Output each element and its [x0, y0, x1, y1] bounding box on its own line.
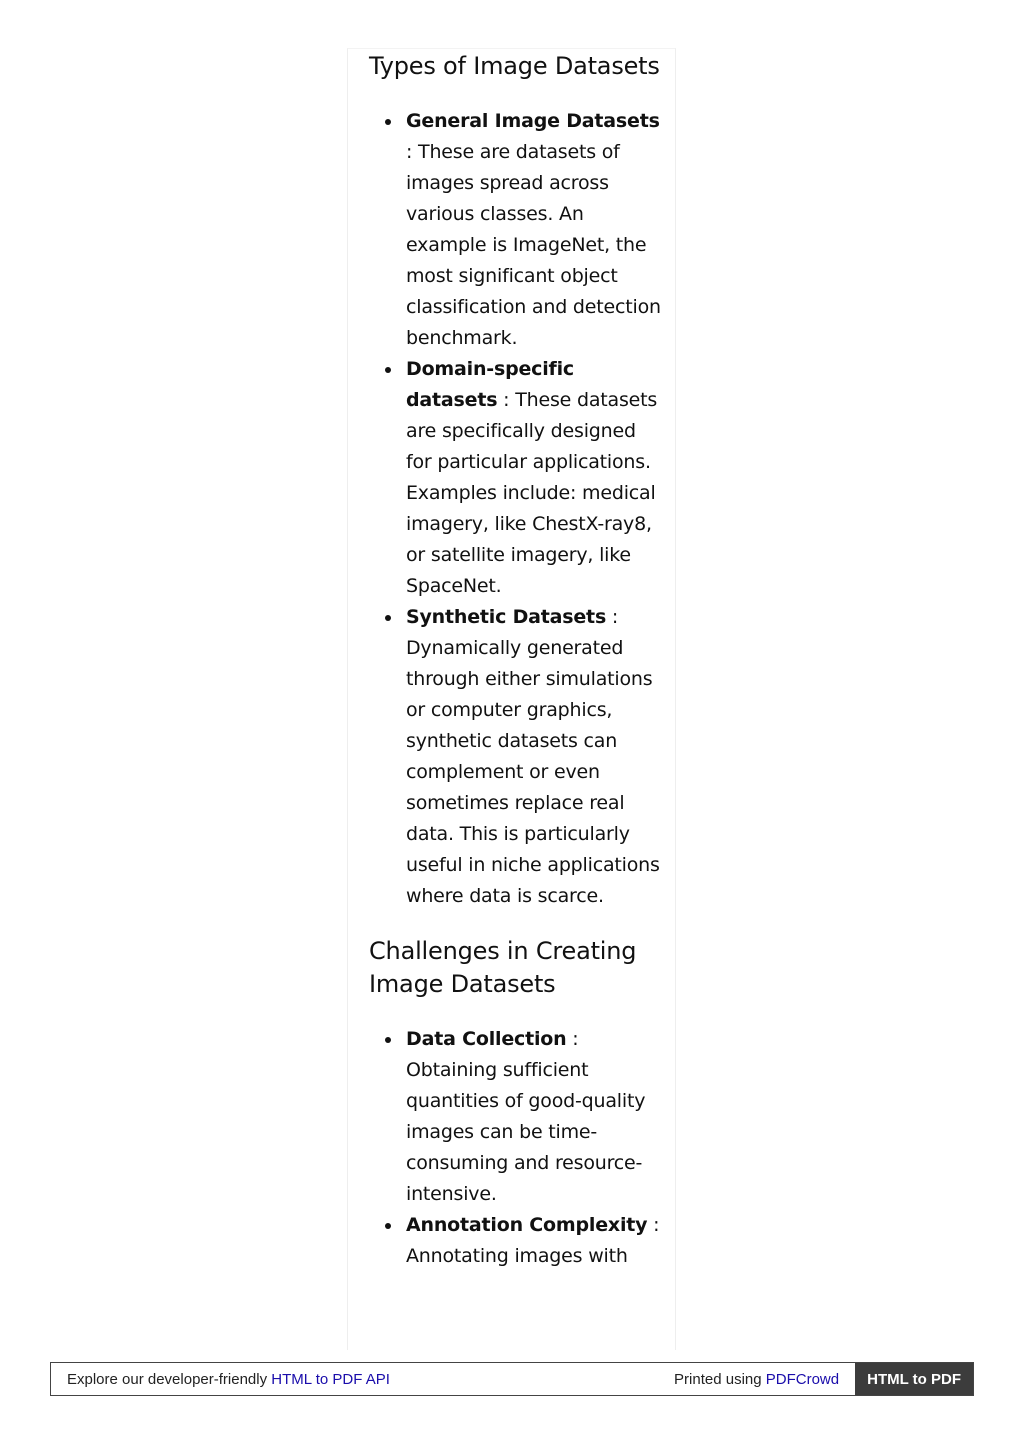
article-column [347, 48, 676, 1350]
footer-printed [674, 1371, 855, 1388]
list-item [406, 354, 665, 602]
section-heading-types: Types of Image Datasets [369, 52, 660, 80]
pdfcrowd-footer-bar [50, 1362, 974, 1396]
footer-printed-text: Printed using [674, 1370, 766, 1388]
list-item-term: General Image Datasets [406, 110, 660, 132]
list-item-text: These datasets are specifically designed for particular applications. Examples include: medical imagery, like ChestX-ray8, or satellite imagery, like SpaceNet. [406, 389, 658, 597]
list-item-term: Annotation Complexity [406, 1214, 648, 1236]
list-item-separator: : [647, 1214, 660, 1236]
list-item-term: Domain-specific datasets [406, 358, 574, 411]
section-heading-challenges: Challenges in Creating Image Datasets [369, 937, 637, 998]
types-list [369, 106, 665, 912]
html-to-pdf-button[interactable]: HTML to PDF [855, 1363, 973, 1395]
list-item-separator: : [566, 1028, 579, 1050]
list-item-term: Data Collection [406, 1028, 567, 1050]
list-item [406, 1210, 665, 1272]
list-item [406, 106, 665, 354]
list-item-text: Dynamically generated through either simulations or computer graphics, synthetic datasets can complement or even sometimes replace real data. This is particularly useful in niche applications where data is scarce. [406, 637, 660, 907]
list-item-text: Annotating images with [406, 1245, 628, 1267]
html-to-pdf-api-link[interactable]: HTML to PDF API [271, 1370, 390, 1388]
list-item-term: Synthetic Datasets [406, 606, 607, 628]
list-item-separator: : [406, 141, 419, 163]
footer-explore [51, 1371, 674, 1388]
article-content [348, 50, 675, 1272]
list-item-separator: : [497, 389, 516, 411]
pdfcrowd-link[interactable]: PDFCrowd [765, 1370, 840, 1388]
list-item-text: Obtaining sufficient quantities of good-quality images can be time-consuming and resource-intensive. [406, 1059, 646, 1205]
list-item-separator: : [606, 606, 619, 628]
list-item-text: These are datasets of images spread across various classes. An example is ImageNet, the most significant object classification and detection benchmark. [406, 141, 661, 349]
challenges-list [369, 1024, 665, 1272]
footer-explore-text: Explore our developer-friendly [67, 1370, 272, 1388]
list-item [406, 602, 665, 912]
list-item [406, 1024, 665, 1210]
